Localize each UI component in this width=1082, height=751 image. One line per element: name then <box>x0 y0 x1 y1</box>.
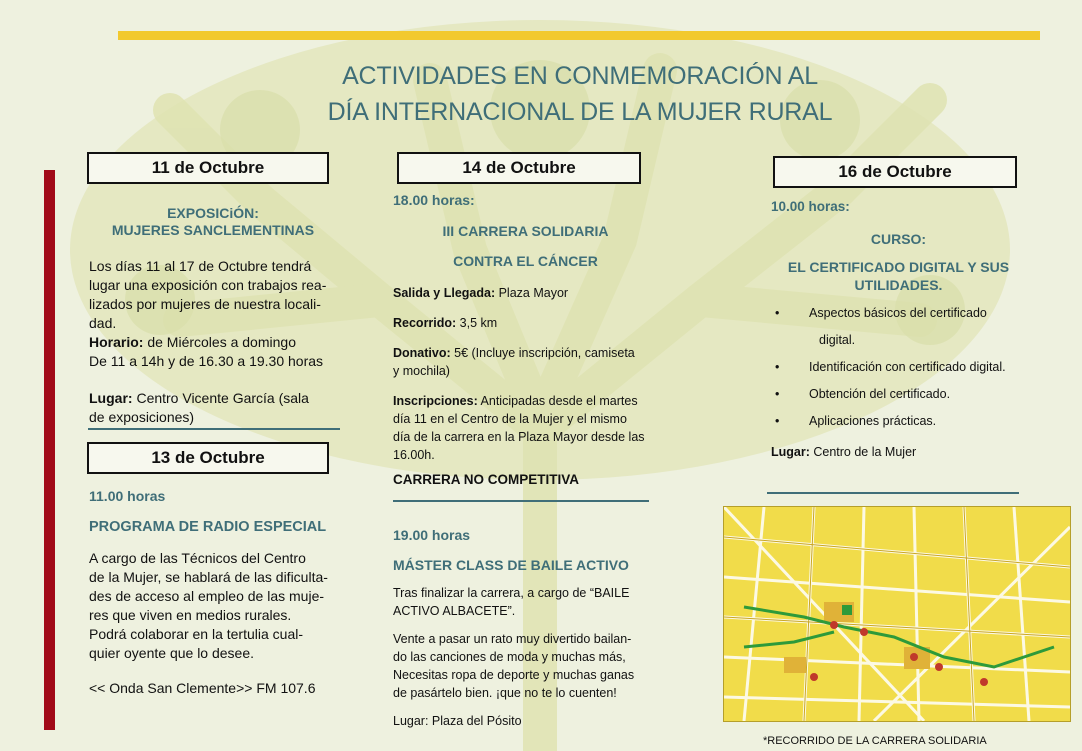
route-value: 3,5 km <box>456 316 498 330</box>
exhibition-desc-line: lizados por mujeres de nuestra locali- <box>89 296 321 312</box>
course-heading <box>771 258 1026 294</box>
date-box-oct-13: 13 de Octubre <box>87 442 329 474</box>
exhibition-description <box>89 257 349 427</box>
title-line-2: DÍA INTERNACIONAL DE LA MUJER RURAL <box>327 98 833 126</box>
course-topic-text: Aspectos básicos del certificado <box>809 306 987 320</box>
map-illustration <box>724 507 1070 721</box>
route-label: Recorrido: <box>393 316 457 330</box>
top-yellow-bar <box>118 31 1040 40</box>
race-heading-1: III CARRERA SOLIDARIA <box>442 223 609 239</box>
course-topic <box>771 300 1071 354</box>
title-line-1: ACTIVIDADES EN CONMEMORACIÓN AL <box>342 62 818 90</box>
divider-col3 <box>767 492 1019 494</box>
dance-fun-line: de pasártelo bien. ¡que no te lo cuenten! <box>393 686 617 700</box>
dance-place: Lugar: Plaza del Pósito <box>393 714 522 728</box>
course-topic-text: Aplicaciones prácticas. <box>809 414 937 428</box>
course-place-label: Lugar: <box>771 445 810 459</box>
donation-value: 5€ (Incluye inscripción, camiseta <box>450 346 635 360</box>
divider-col1 <box>88 428 340 430</box>
course-place <box>771 443 916 461</box>
page-title <box>200 58 960 130</box>
race-start <box>393 284 663 302</box>
race-route-map <box>723 506 1071 722</box>
race-registration <box>393 392 663 410</box>
dance-time: 19.00 horas <box>393 527 471 543</box>
exhibition-place <box>89 389 349 408</box>
radio-description <box>89 549 351 663</box>
radio-desc-line: res que viven en medios rurales. <box>89 607 292 623</box>
race-route <box>393 314 663 332</box>
exhibition-heading-line-1: EXPOSICiÓN: <box>167 205 259 221</box>
race-registration-line: 16.00h. <box>393 448 435 462</box>
course-topic <box>771 354 1071 381</box>
place-label: Lugar: <box>89 390 133 406</box>
non-competitive-label: CARRERA NO COMPETITIVA <box>393 472 580 487</box>
race-registration-line: día de la carrera en la Plaza Mayor desde las <box>393 430 645 444</box>
course-time: 10.00 horas: <box>771 199 850 214</box>
exhibition-place-line-2: de exposiciones) <box>89 409 195 425</box>
exhibition-desc-line: lugar una exposición con trabajos rea- <box>89 277 327 293</box>
radio-desc-line: Podrá colaborar en la tertulia cual- <box>89 626 304 642</box>
radio-desc-line: de la Mujer, se hablará de las dificulta- <box>89 569 328 585</box>
race-donation-line-2: y mochila) <box>393 364 450 378</box>
date-box-oct-16: 16 de Octubre <box>773 156 1017 188</box>
date-box-oct-14: 14 de Octubre <box>397 152 641 184</box>
start-value: Plaza Mayor <box>495 286 569 300</box>
radio-heading: PROGRAMA DE RADIO ESPECIAL <box>89 519 327 535</box>
radio-desc-line: quier oyente que lo desee. <box>89 645 255 661</box>
exhibition-heading-line-2: MUJERES SANCLEMENTINAS <box>111 222 315 238</box>
dance-fun-line: do las canciones de moda y muchas más, <box>393 650 626 664</box>
exhibition-desc-line: Los días 11 al 17 de Octubre tendrá <box>89 258 312 274</box>
course-place-value: Centro de la Mujer <box>809 445 917 459</box>
date-box-oct-11: 11 de Octubre <box>87 152 329 184</box>
dance-details <box>393 584 663 730</box>
race-heading-2: CONTRA EL CÁNCER <box>453 253 598 269</box>
dance-after-line: ACTIVO ALBACETE”. <box>393 604 516 618</box>
exhibition-heading <box>88 205 338 239</box>
race-donation <box>393 344 663 362</box>
donation-label: Donativo: <box>393 346 451 360</box>
divider-col2 <box>393 500 649 502</box>
hours-value: de Miércoles a domingo <box>143 334 296 350</box>
course-topic-text: Obtención del certificado. <box>809 387 951 401</box>
race-time: 18.00 horas: <box>393 192 475 208</box>
dance-fun-line: Necesitas ropa de deporte y muchas ganas <box>393 668 635 682</box>
left-red-bar <box>44 170 55 730</box>
course-heading-2: EL CERTIFICADO DIGITAL Y SUS <box>787 259 1010 275</box>
radio-station: << Onda San Clemente>> FM 107.6 <box>89 680 316 696</box>
start-label: Salida y Llegada: <box>393 286 496 300</box>
course-heading-3: UTILIDADES. <box>854 277 943 293</box>
radio-desc-line: des de acceso al empleo de las muje- <box>89 588 325 604</box>
dance-fun-line: Vente a pasar un rato muy divertido bailan- <box>393 632 632 646</box>
course-heading-1: CURSO: <box>870 231 927 247</box>
radio-time: 11.00 horas <box>89 488 166 504</box>
place-value: Centro Vicente García (sala <box>132 390 309 406</box>
course-topic-text: Identificación con certificado digital. <box>809 360 1006 374</box>
race-registration-line: día 11 en el Centro de la Mujer y el mismo <box>393 412 627 426</box>
registration-value: Anticipadas desde el martes <box>477 394 638 408</box>
course-topic <box>771 408 1071 435</box>
race-details <box>393 284 663 464</box>
radio-desc-line: A cargo de las Técnicos del Centro <box>89 550 306 566</box>
exhibition-hours <box>89 333 349 352</box>
course-topic-text: digital. <box>819 333 856 347</box>
dance-after-line: Tras finalizar la carrera, a cargo de “BAILE <box>393 586 630 600</box>
course-topic <box>771 381 1071 408</box>
map-caption: *RECORRIDO DE LA CARRERA SOLIDARIA <box>763 735 987 747</box>
course-topics-list <box>771 300 1071 435</box>
registration-label: Inscripciones: <box>393 394 478 408</box>
hours-label: Horario: <box>89 334 144 350</box>
exhibition-hours-line-2: De 11 a 14h y de 16.30 a 19.30 horas <box>89 353 324 369</box>
dance-heading: MÁSTER CLASS DE BAILE ACTIVO <box>393 557 629 573</box>
exhibition-desc-line: dad. <box>89 315 117 331</box>
